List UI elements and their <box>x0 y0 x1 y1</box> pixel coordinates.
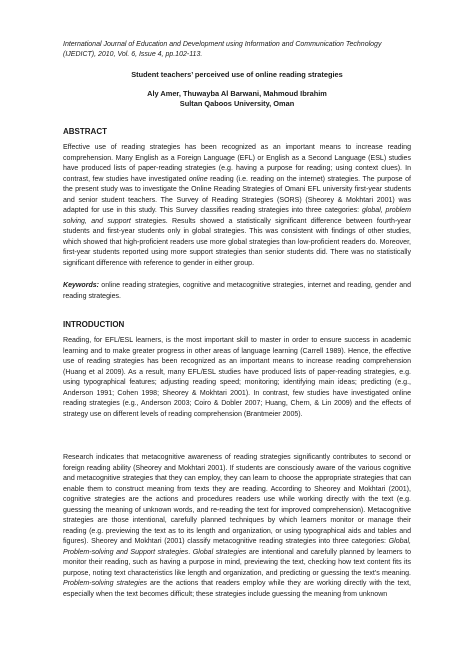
abstract-text: reading (i.e. reading on the internet) strategies. The purpose of the present study was to investigate the Online Reading Strategies of Omani EFL university first-year students and senior student teachers. The Survey of Reading Strategies (SORS) (Sheorey & Mokhtari 2001) was adapted for use in this study. This Survey classifies reading strategies into three categories: <box>63 175 411 214</box>
paragraph-emphasis: Global, Problem-solving and Support strategies <box>63 538 411 556</box>
paragraph-emphasis: Problem-solving strategies <box>63 580 148 587</box>
journal-header <box>63 40 423 60</box>
author-names: Aly Amer, Thuwayba Al Barwani, Mahmoud Ibrahim <box>147 89 327 98</box>
abstract-text: Effective use of reading strategies has been recognized as an important means to increase reading comprehension. Many English as a Foreign Language (EFL) or English as a Second Language (ESL) studies have produced lists of paper-reading strategies (e.g. having a purpose for reading; using context clues). In contrast, few studies have investigated <box>63 144 411 183</box>
paragraph-text: are the actions that readers employ while they are working directly with the text, especially when the text becomes difficult; these strategies include guessing the meaning from unknown <box>63 580 411 598</box>
abstract-heading: ABSTRACT <box>63 127 107 136</box>
journal-issue: (IJEDICT), 2010, Vol. 6, Issue 4, pp.102-113. <box>63 51 203 58</box>
paragraph-text: Research indicates that metacognitive awareness of reading strategies significantly contributes to second or foreign reading ability (Sheorey and Mokhtari 2001). If students are consciously aware of the various cognitive and metacognitive strategies that they can employ, they can learn to choose the appropriate strategies that can enable them to construct meaning from texts they are reading. According to Sheorey and Mokhtari (2001), cognitive strategies are the actions and procedures readers use while working directly with the text (e.g. guessing the meaning of unknown words, and re-reading the text for improved comprehension). Metacognitive strategies are those intentional, carefully planned techniques by which learners monitor or manage their reading (e.g. previewing the text as to its length and organization, or using typographical aids and tables and figures). Sheorey and Mokhtari (2001) classify metacognitive reading strategies into three categories: <box>63 454 411 545</box>
keywords-text: online reading strategies, cognitive and metacognitive strategies, internet and reading, gender and reading strategies. <box>63 282 411 300</box>
keywords-label: Keywords: <box>63 282 100 289</box>
introduction-heading: INTRODUCTION <box>63 320 125 329</box>
keywords <box>63 281 411 302</box>
introduction-paragraph-2 <box>63 453 411 600</box>
article-title: Student teachers’ perceived use of online reading strategies <box>131 70 343 79</box>
abstract-text: strategies. Results showed a statistically significant difference between fourth-year students and first-year students only in global strategies. This was consistent with findings of other studies, which showed that high-proficient readers use more global strategies than low-proficient readers do. Moreover, first-year students reported using more support strategies than senior students did. There was no statistically significant difference with reference to gender in either group. <box>63 217 411 267</box>
introduction-paragraph-1: Reading, for EFL/ESL learners, is the most important skill to master in order to ensure success in academic learning and to make greater progress in other areas of language learning (Carrell 1989). Hence, the effective use of reading strategies has been recognized as an important means to increase reading comprehension (Huang et al 2009). As a result, many EFL/ESL studies have produced lists of paper-reading strategies, e.g. using typographical features; adjusting reading speed; monitoring; identifying main ideas; predicting (e.g., Anderson 1991; Cohen 1998; Sheorey & Mokhtari 2001). In contrast, few studies have investigated online reading strategies (e.g., Anderson 2003; Coiro & Dobler 2007; Huang, Chern, & Lin 2009) and the effects of strategy use on different levels of reading comprehension (Brantmeier 2005). <box>63 337 411 418</box>
abstract-body <box>63 143 411 269</box>
paragraph-text: . <box>188 548 193 556</box>
paragraph-text: are intentional and carefully planned by learners to monitor their reading, such as having a purpose in mind, previewing the text, checking how text content fits its purpose, noting text characteristics like length and organization, and predicting or guessing the text’s meaning. <box>63 548 411 577</box>
author-affiliation: Sultan Qaboos University, Oman <box>179 98 295 108</box>
journal-name: International Journal of Education and Development using Information and Communication Technology <box>63 41 382 48</box>
abstract-emphasis: online <box>188 175 208 183</box>
paragraph-emphasis: Global strategies <box>192 548 247 556</box>
abstract-emphasis: global, problem solving, and support <box>63 207 411 225</box>
author-block <box>0 89 474 108</box>
